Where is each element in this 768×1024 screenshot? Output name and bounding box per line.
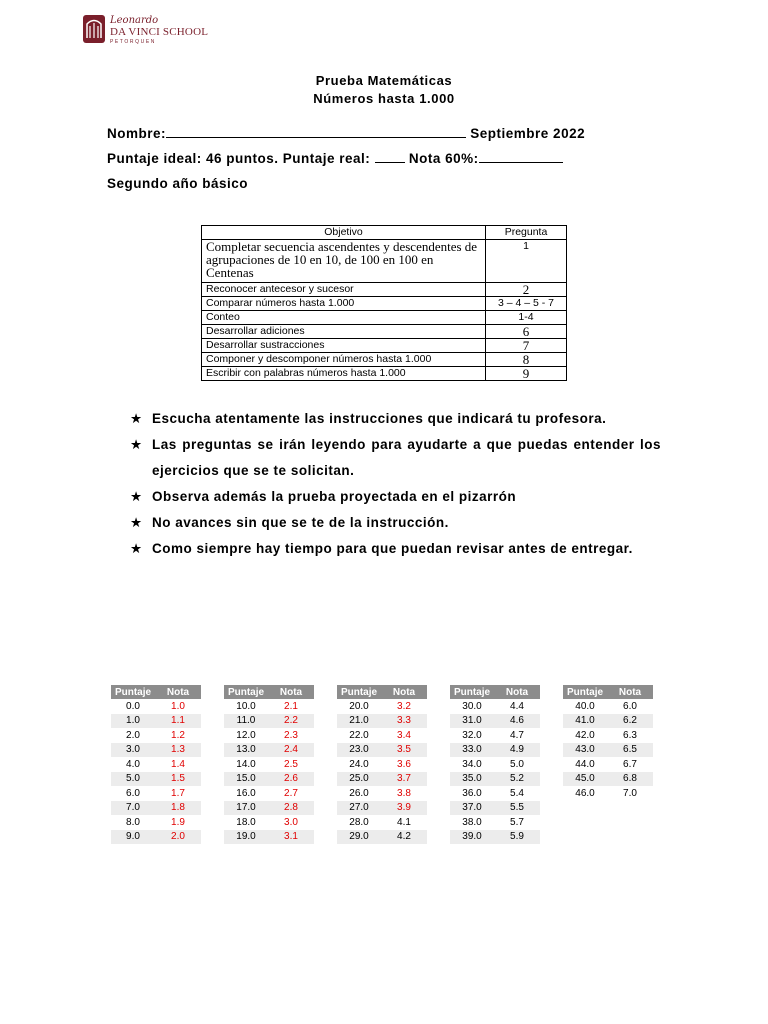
- puntaje-cell: 35.0: [450, 772, 494, 787]
- nota-cell: 3.8: [397, 787, 411, 799]
- puntaje-cell: 7.0: [111, 801, 155, 816]
- nota-cell: 6.5: [607, 743, 653, 758]
- nota-cell: 6.0: [623, 700, 637, 712]
- puntaje-cell: 21.0: [337, 714, 381, 729]
- nota-cell: 5.7: [510, 816, 524, 828]
- grading-table: [450, 685, 540, 844]
- puntaje-cell: 8.0: [126, 816, 140, 828]
- puntaje-cell: 4.0: [126, 758, 140, 770]
- table-row: [224, 728, 314, 743]
- puntaje-cell: 11.0: [224, 714, 268, 729]
- table-row: [224, 699, 314, 714]
- puntaje-cell: 6.0: [126, 787, 140, 799]
- objetivo-cell: Conteo: [202, 311, 486, 325]
- nota-cell: 2.3: [284, 729, 298, 741]
- list-item: [130, 484, 661, 510]
- nota-cell: 1.0: [171, 700, 185, 712]
- table-row: [337, 815, 427, 830]
- table-row: [224, 786, 314, 801]
- table-row: [202, 339, 567, 353]
- table-row: [563, 743, 653, 758]
- pregunta-cell: 6: [486, 325, 567, 339]
- table-row: [450, 728, 540, 743]
- nombre-field[interactable]: [166, 125, 466, 138]
- nota-cell: 5.0: [510, 758, 524, 770]
- objetivo-cell: Completar secuencia ascendentes y descendentes de agrupaciones de 10 en 10, de 100 en 100 en Centenas: [202, 240, 486, 283]
- table-row: [111, 728, 201, 743]
- puntaje-cell: 12.0: [236, 729, 256, 741]
- table-row: [337, 728, 427, 743]
- table-row: [202, 353, 567, 367]
- score-line: [107, 150, 563, 166]
- pregunta-cell: 2: [486, 283, 567, 297]
- table-row: [111, 699, 201, 714]
- puntaje-cell: 2.0: [126, 729, 140, 741]
- puntaje-cell: 43.0: [563, 743, 607, 758]
- table-row: [111, 743, 201, 758]
- pregunta-header: Pregunta: [486, 226, 567, 240]
- table-row: [337, 772, 427, 787]
- nota-header: Nota: [155, 685, 201, 699]
- puntaje-cell: 19.0: [224, 830, 268, 845]
- nota-header: Nota: [607, 685, 653, 699]
- table-row: [202, 325, 567, 339]
- nota-header: Nota: [268, 685, 314, 699]
- puntaje-cell: 34.0: [462, 758, 482, 770]
- objectives-table: [201, 225, 567, 381]
- list-item: [130, 432, 661, 484]
- nota-cell: 2.2: [268, 714, 314, 729]
- nota-cell: 2.0: [155, 830, 201, 845]
- nota-cell: 1.7: [171, 787, 185, 799]
- star-bullet-icon: ★: [130, 411, 143, 426]
- table-row: [450, 699, 540, 714]
- puntaje-header: Puntaje: [111, 685, 155, 699]
- nota-cell: 1.3: [155, 743, 201, 758]
- puntaje-cell: 38.0: [462, 816, 482, 828]
- objetivo-cell: Escribir con palabras números hasta 1.000: [202, 367, 486, 381]
- star-bullet-icon: ★: [130, 437, 143, 452]
- table-row: [224, 757, 314, 772]
- table-row: [450, 830, 540, 845]
- table-row: [111, 830, 201, 845]
- table-row: [450, 714, 540, 729]
- name-line: [107, 125, 585, 141]
- nota-cell: 1.2: [171, 729, 185, 741]
- nota-cell: 5.5: [494, 801, 540, 816]
- puntaje-cell: 42.0: [575, 729, 595, 741]
- table-row: [337, 699, 427, 714]
- logo-subtitle: PETORQUEN: [110, 39, 156, 45]
- nota-cell: 2.7: [284, 787, 298, 799]
- table-row: [224, 743, 314, 758]
- nota-cell: 3.4: [397, 729, 411, 741]
- nota-cell: 2.8: [268, 801, 314, 816]
- list-item: [130, 510, 661, 536]
- puntaje-cell: 9.0: [111, 830, 155, 845]
- list-item: [130, 406, 661, 432]
- table-row: [111, 772, 201, 787]
- nota-cell: 3.3: [381, 714, 427, 729]
- nota-cell: 6.3: [623, 729, 637, 741]
- grading-table: [337, 685, 427, 844]
- instruction-text: Escucha atentamente las instrucciones que indicará tu profesora.: [152, 411, 607, 426]
- table-row: [111, 714, 201, 729]
- logo-name: DA VINCI SCHOOL: [110, 26, 209, 38]
- puntaje-cell: 37.0: [450, 801, 494, 816]
- grading-table: [224, 685, 314, 844]
- table-row: [337, 757, 427, 772]
- table-row: [450, 815, 540, 830]
- table-row: [450, 801, 540, 816]
- puntaje-cell: 22.0: [349, 729, 369, 741]
- table-row: [450, 743, 540, 758]
- puntaje-cell: 17.0: [224, 801, 268, 816]
- puntaje-real-field[interactable]: [375, 150, 405, 163]
- pregunta-cell: 9: [486, 367, 567, 381]
- nota-cell: 3.9: [381, 801, 427, 816]
- nota-cell: 3.6: [397, 758, 411, 770]
- table-row: [224, 801, 314, 816]
- nota-cell: 6.7: [623, 758, 637, 770]
- star-bullet-icon: ★: [130, 541, 143, 556]
- table-row: [111, 815, 201, 830]
- nota-cell: 2.1: [284, 700, 298, 712]
- puntaje-cell: 18.0: [236, 816, 256, 828]
- puntaje-cell: 24.0: [349, 758, 369, 770]
- puntaje-cell: 45.0: [563, 772, 607, 787]
- objetivo-cell: Desarrollar adiciones: [202, 325, 486, 339]
- table-row: [224, 772, 314, 787]
- table-row: [224, 714, 314, 729]
- objetivo-cell: Componer y descomponer números hasta 1.000: [202, 353, 486, 367]
- table-row: [111, 786, 201, 801]
- puntaje-cell: 0.0: [126, 700, 140, 712]
- pregunta-cell: 8: [486, 353, 567, 367]
- puntaje-cell: 41.0: [563, 714, 607, 729]
- nombre-label: Nombre:: [107, 126, 167, 141]
- puntaje-cell: 28.0: [349, 816, 369, 828]
- grading-table: [563, 685, 653, 801]
- puntaje-text: Puntaje ideal: 46 puntos. Puntaje real:: [107, 151, 371, 166]
- page-title: Prueba Matemáticas: [315, 73, 453, 88]
- nota-cell: 6.8: [607, 772, 653, 787]
- puntaje-header: Puntaje: [224, 685, 268, 699]
- puntaje-cell: 33.0: [450, 743, 494, 758]
- fecha-text: Septiembre 2022: [470, 126, 586, 141]
- objetivo-cell: Comparar números hasta 1.000: [202, 297, 486, 311]
- pregunta-cell: 1: [486, 240, 567, 283]
- puntaje-cell: 29.0: [337, 830, 381, 845]
- puntaje-cell: 23.0: [337, 743, 381, 758]
- nota-cell: 7.0: [623, 787, 637, 799]
- instruction-text: Las preguntas se irán leyendo para ayudarte a que puedas entender los ejercicios que se te solicitan.: [152, 437, 661, 478]
- table-row: [202, 283, 567, 297]
- star-bullet-icon: ★: [130, 489, 143, 504]
- table-row: [202, 367, 567, 381]
- puntaje-cell: 27.0: [337, 801, 381, 816]
- pregunta-cell: 1-4: [486, 311, 567, 325]
- pregunta-cell: 3 – 4 – 5 - 7: [486, 297, 567, 311]
- table-row: [224, 815, 314, 830]
- table-row: [224, 830, 314, 845]
- nota-cell: 1.1: [155, 714, 201, 729]
- puntaje-cell: 16.0: [236, 787, 256, 799]
- table-row: [563, 699, 653, 714]
- nota-cell: 1.9: [171, 816, 185, 828]
- puntaje-header: Puntaje: [450, 685, 494, 699]
- table-row: [111, 757, 201, 772]
- nota-cell: 4.6: [494, 714, 540, 729]
- table-row: [202, 311, 567, 325]
- puntaje-cell: 5.0: [111, 772, 155, 787]
- objetivo-header: Objetivo: [202, 226, 486, 240]
- puntaje-cell: 10.0: [236, 700, 256, 712]
- nota-header: Nota: [494, 685, 540, 699]
- instruction-text: Como siempre hay tiempo para que puedan revisar antes de entregar.: [152, 541, 633, 556]
- school-crest-icon: [82, 14, 106, 44]
- objetivo-cell: Reconocer antecesor y sucesor: [202, 283, 486, 297]
- nota-cell: 3.5: [381, 743, 427, 758]
- grading-table: [111, 685, 201, 844]
- puntaje-cell: 3.0: [111, 743, 155, 758]
- nota-cell: 5.4: [510, 787, 524, 799]
- nota-cell: 4.2: [381, 830, 427, 845]
- nota-cell: 2.5: [284, 758, 298, 770]
- nota-cell: 3.2: [397, 700, 411, 712]
- table-row: [202, 297, 567, 311]
- nota-cell: 3.7: [381, 772, 427, 787]
- puntaje-header: Puntaje: [337, 685, 381, 699]
- puntaje-cell: 39.0: [450, 830, 494, 845]
- nota-cell: 3.1: [268, 830, 314, 845]
- nota-cell: 4.7: [510, 729, 524, 741]
- table-row: [337, 714, 427, 729]
- star-bullet-icon: ★: [130, 515, 143, 530]
- table-row: [450, 757, 540, 772]
- puntaje-cell: 44.0: [575, 758, 595, 770]
- table-row: [563, 757, 653, 772]
- table-row: [450, 772, 540, 787]
- logo-script: Leonardo: [110, 15, 159, 26]
- puntaje-cell: 25.0: [337, 772, 381, 787]
- table-row: [337, 801, 427, 816]
- puntaje-cell: 30.0: [462, 700, 482, 712]
- puntaje-cell: 36.0: [462, 787, 482, 799]
- school-logo: [82, 14, 212, 48]
- nota-field[interactable]: [479, 150, 563, 163]
- table-row: [111, 801, 201, 816]
- puntaje-cell: 31.0: [450, 714, 494, 729]
- instructions-list: [130, 406, 661, 562]
- nota-cell: 4.9: [494, 743, 540, 758]
- puntaje-cell: 20.0: [349, 700, 369, 712]
- puntaje-cell: 32.0: [462, 729, 482, 741]
- nota-cell: 1.4: [171, 758, 185, 770]
- nota-header: Nota: [381, 685, 427, 699]
- nota-cell: 6.2: [607, 714, 653, 729]
- curso-text: Segundo año básico: [107, 176, 249, 191]
- puntaje-cell: 15.0: [224, 772, 268, 787]
- list-item: [130, 536, 661, 562]
- puntaje-cell: 1.0: [111, 714, 155, 729]
- instruction-text: Observa además la prueba proyectada en el pizarrón: [152, 489, 517, 504]
- nota-cell: 1.5: [155, 772, 201, 787]
- instruction-text: No avances sin que se te de la instrucción.: [152, 515, 449, 530]
- puntaje-cell: 14.0: [236, 758, 256, 770]
- nota-cell: 2.4: [268, 743, 314, 758]
- nota-cell: 4.1: [397, 816, 411, 828]
- table-row: [337, 830, 427, 845]
- table-row: [563, 714, 653, 729]
- table-row: [337, 786, 427, 801]
- nota-cell: 5.2: [494, 772, 540, 787]
- nota-cell: 5.9: [494, 830, 540, 845]
- nota-label: Nota 60%:: [408, 151, 479, 166]
- puntaje-header: Puntaje: [563, 685, 607, 699]
- nota-cell: 3.0: [284, 816, 298, 828]
- table-row: [563, 772, 653, 787]
- puntaje-cell: 13.0: [224, 743, 268, 758]
- table-row: [563, 728, 653, 743]
- page-subtitle: Números hasta 1.000: [313, 91, 455, 106]
- puntaje-cell: 46.0: [575, 787, 595, 799]
- table-row: [202, 240, 567, 283]
- puntaje-cell: 26.0: [349, 787, 369, 799]
- puntaje-cell: 40.0: [575, 700, 595, 712]
- pregunta-cell: 7: [486, 339, 567, 353]
- objetivo-cell: Desarrollar sustracciones: [202, 339, 486, 353]
- table-row: [563, 786, 653, 801]
- nota-cell: 4.4: [510, 700, 524, 712]
- table-row: [337, 743, 427, 758]
- nota-cell: 2.6: [268, 772, 314, 787]
- nota-cell: 1.8: [155, 801, 201, 816]
- table-row: [450, 786, 540, 801]
